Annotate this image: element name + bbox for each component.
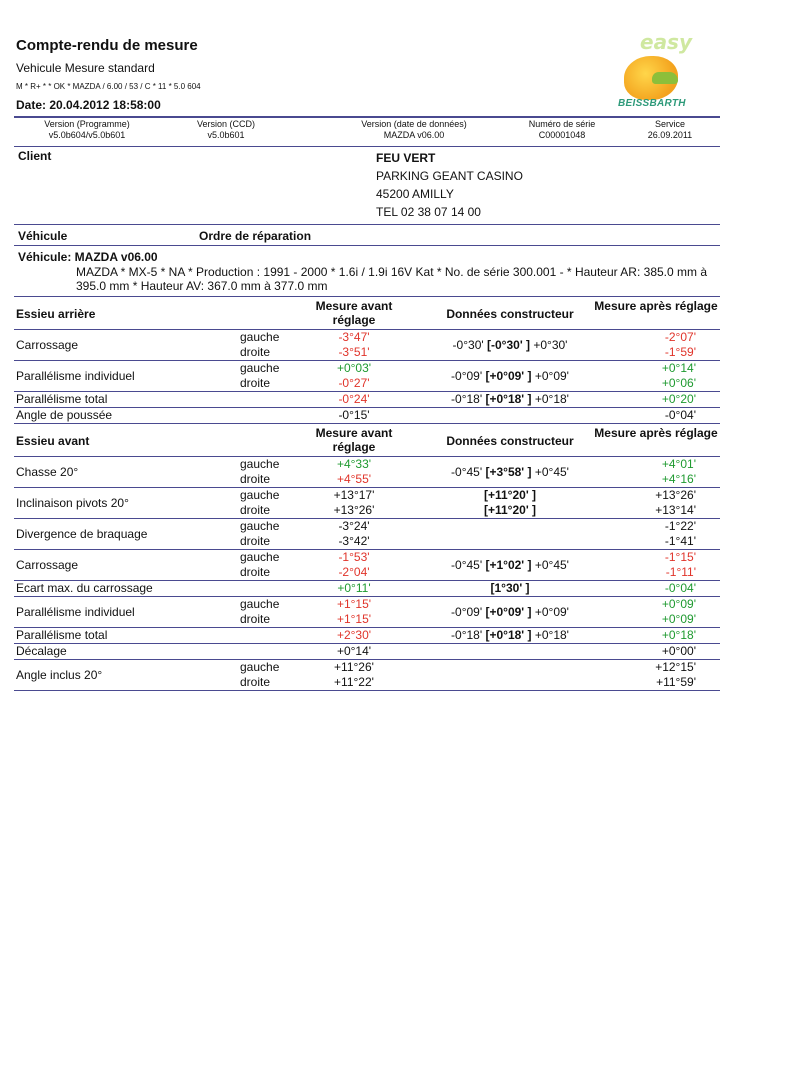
after-value: +4°16'	[661, 472, 696, 486]
tolerance-max: +0°45'	[531, 465, 569, 479]
manufacturer-nominal: [+0°18' ]	[485, 392, 532, 406]
after-values	[594, 581, 718, 596]
tolerance-min: -0°18'	[451, 628, 486, 642]
before-values	[304, 361, 404, 391]
table-row	[14, 660, 720, 691]
column-header-after: Mesure après réglage	[594, 299, 718, 313]
section-header-row	[14, 297, 720, 330]
client-label: Client	[18, 149, 52, 163]
table-row	[14, 488, 720, 519]
measurement-label: Parallélisme total	[16, 628, 108, 642]
measurement-label: Divergence de braquage	[16, 527, 148, 541]
side-labels	[240, 457, 279, 487]
tolerance-max: +0°09'	[531, 605, 569, 619]
after-values	[594, 550, 718, 580]
measurement-label: Parallélisme individuel	[16, 605, 135, 619]
tolerance-max: +0°30'	[530, 338, 568, 352]
report-title: Compte-rendu de mesure	[16, 37, 198, 54]
manufacturer-nominal: [+11°20' ]	[483, 488, 537, 502]
manufacturer-nominal: [+1°02' ]	[485, 558, 532, 572]
table-row	[14, 457, 720, 488]
side-label: droite	[240, 503, 271, 517]
version-row	[14, 119, 720, 145]
side-label: gauche	[240, 550, 280, 564]
side-labels	[240, 597, 279, 627]
side-label: gauche	[240, 361, 280, 375]
before-value: +4°55'	[336, 472, 372, 486]
divider	[14, 116, 720, 118]
before-values	[304, 644, 404, 659]
version-label: Service	[654, 119, 685, 129]
before-values	[304, 330, 404, 360]
version-value: 26.09.2011	[647, 130, 693, 140]
version-label: Numéro de série	[528, 119, 596, 129]
table-row	[14, 330, 720, 361]
measurement-label: Angle de poussée	[16, 408, 113, 422]
side-label: droite	[240, 376, 271, 390]
side-labels	[240, 519, 279, 549]
after-values	[594, 519, 718, 549]
after-value: +11°59'	[656, 675, 696, 689]
before-value: +13°17'	[333, 488, 375, 502]
side-label: droite	[240, 345, 271, 359]
table-row	[14, 519, 720, 550]
measurement-label: Parallélisme total	[16, 392, 108, 406]
section-title: Essieu arrière	[16, 307, 96, 321]
manufacturer-nominal: [+3°58' ]	[485, 465, 532, 479]
after-value: -1°59'	[664, 345, 696, 359]
client-phone: TEL 02 38 07 14 00	[376, 205, 481, 219]
column-header-manufacturer: Données constructeur	[446, 434, 574, 448]
tolerance-min: -0°45'	[451, 465, 486, 479]
side-label: gauche	[240, 488, 280, 502]
manufacturer-data	[416, 369, 604, 384]
version-cell	[510, 119, 614, 141]
manufacturer-data	[416, 465, 604, 480]
side-labels	[240, 488, 279, 518]
section-title: Essieu avant	[16, 434, 90, 448]
before-value: +2°30'	[336, 628, 372, 642]
client-info	[376, 149, 523, 221]
manufacturer-data	[416, 392, 604, 407]
side-label: gauche	[240, 330, 280, 344]
table-row	[14, 644, 720, 660]
tolerance-min: -0°30'	[452, 338, 487, 352]
version-label: Version (date de données)	[361, 119, 467, 129]
after-value: +0°14'	[661, 361, 696, 375]
table-row	[14, 408, 720, 424]
side-label: droite	[240, 675, 271, 689]
side-label: gauche	[240, 457, 280, 471]
repair-order-label: Ordre de réparation	[199, 229, 312, 243]
version-cell	[14, 119, 160, 141]
measurement-table	[14, 296, 720, 691]
logo-car-icon	[652, 72, 678, 84]
tolerance-max: +0°18'	[531, 628, 569, 642]
before-value: -0°24'	[338, 392, 370, 406]
divider	[14, 224, 720, 225]
side-labels	[240, 361, 279, 391]
manufacturer-data	[416, 628, 604, 643]
side-labels	[240, 550, 279, 580]
table-row	[14, 581, 720, 597]
before-value: -2°04'	[338, 565, 370, 579]
beissbarth-logo	[612, 30, 712, 114]
after-value: +13°26'	[655, 488, 696, 502]
after-values	[594, 392, 718, 407]
before-value: +4°33'	[336, 457, 372, 471]
vehicle-description: MAZDA * MX-5 * NA * Production : 1991 - 2000 * 1.6i / 1.9i 16V Kat * No. de série 300.001 - * Hauteur AR: 385.0 mm à 395.0 mm * Hauteur AV: 367.0 mm à 377.0 mm	[76, 265, 708, 293]
divider	[14, 245, 720, 246]
before-value: -1°53'	[338, 550, 370, 564]
tolerance-min: -0°18'	[451, 392, 486, 406]
after-value: +4°01'	[661, 457, 696, 471]
before-values	[304, 408, 404, 423]
before-values	[304, 488, 404, 518]
manufacturer-nominal: [+11°20' ]	[483, 503, 537, 517]
version-cell	[334, 119, 494, 141]
before-value: +1°15'	[336, 597, 372, 611]
before-value: -0°15'	[338, 408, 370, 422]
after-value: +13°14'	[655, 503, 696, 517]
manufacturer-data	[416, 338, 604, 353]
side-labels	[240, 660, 279, 690]
before-value: +13°26'	[333, 503, 375, 517]
after-value: -2°07'	[664, 330, 696, 344]
before-values	[304, 581, 404, 596]
before-values	[304, 519, 404, 549]
side-label: droite	[240, 472, 271, 486]
before-values	[304, 660, 404, 690]
version-label: Version (Programme)	[44, 119, 130, 129]
before-values	[304, 550, 404, 580]
after-value: +12°15'	[655, 660, 696, 674]
report-subtitle: Vehicule Mesure standard	[16, 61, 155, 75]
client-address-1: PARKING GEANT CASINO	[376, 169, 523, 183]
after-value: +0°09'	[661, 597, 696, 611]
after-value: -1°11'	[665, 565, 696, 579]
report-date: Date: 20.04.2012 18:58:00	[16, 98, 161, 112]
version-value: v5.0b601	[207, 130, 245, 140]
after-value: -1°22'	[664, 519, 696, 533]
manufacturer-data	[416, 605, 604, 620]
tolerance-max: +0°18'	[531, 392, 569, 406]
version-value: v5.0b604/v5.0b601	[48, 130, 126, 140]
after-values	[594, 660, 718, 690]
after-values	[594, 628, 718, 643]
after-value: -0°04'	[664, 581, 696, 595]
measurement-code: M * R+ * * OK * MAZDA / 6.00 / 53 / C * 11 * 5.0 604	[16, 82, 201, 91]
section-header-row	[14, 424, 720, 457]
measurement-label: Inclinaison pivots 20°	[16, 496, 129, 510]
client-address-2: 45200 AMILLY	[376, 187, 454, 201]
manufacturer-nominal: [+0°09' ]	[485, 369, 532, 383]
side-label: droite	[240, 565, 271, 579]
measurement-label: Carrossage	[16, 338, 79, 352]
version-cell	[622, 119, 718, 141]
manufacturer-data	[416, 581, 604, 596]
before-value: +0°11'	[337, 581, 371, 595]
divider	[14, 146, 720, 147]
after-value: +0°20'	[661, 392, 696, 406]
manufacturer-nominal: [-0°30' ]	[487, 338, 530, 352]
measurement-label: Parallélisme individuel	[16, 369, 135, 383]
version-value: MAZDA v06.00	[383, 130, 445, 140]
after-value: +0°00'	[661, 644, 696, 658]
after-value: +0°09'	[661, 612, 696, 626]
tolerance-min: -0°09'	[451, 605, 486, 619]
vehicle-label: Véhicule	[18, 229, 68, 243]
table-row	[14, 392, 720, 408]
vehicle-title: Véhicule: MAZDA v06.00	[18, 250, 158, 264]
manufacturer-data	[416, 558, 604, 573]
version-label: Version (CCD)	[196, 119, 255, 129]
manufacturer-nominal: [+0°09' ]	[485, 605, 532, 619]
table-row	[14, 628, 720, 644]
table-row	[14, 550, 720, 581]
manufacturer-nominal: [+0°18' ]	[485, 628, 532, 642]
before-value: -3°42'	[338, 534, 370, 548]
before-values	[304, 457, 404, 487]
logo-brand-text: BEISSBARTH	[618, 98, 686, 109]
side-label: gauche	[240, 597, 280, 611]
after-values	[594, 597, 718, 627]
column-header-before: Mesure avant réglage	[315, 299, 393, 327]
column-header-manufacturer: Données constructeur	[446, 307, 574, 321]
version-value: C00001048	[538, 130, 586, 140]
before-values	[304, 628, 404, 643]
after-values	[594, 457, 718, 487]
after-values	[594, 488, 718, 518]
measurement-label: Ecart max. du carrossage	[16, 581, 153, 595]
side-label: droite	[240, 612, 271, 626]
tolerance-min: -0°45'	[451, 558, 486, 572]
side-labels	[240, 330, 279, 360]
tolerance-max: +0°09'	[531, 369, 569, 383]
table-row	[14, 597, 720, 628]
manufacturer-data	[416, 488, 604, 518]
client-name: FEU VERT	[376, 151, 436, 165]
before-value: -3°51'	[338, 345, 370, 359]
logo-easy-text: easy	[640, 30, 693, 54]
column-header-after: Mesure après réglage	[594, 426, 718, 440]
after-value: +0°06'	[661, 376, 696, 390]
before-value: -0°27'	[338, 376, 370, 390]
after-values	[594, 408, 718, 423]
measurement-label: Carrossage	[16, 558, 79, 572]
side-label: gauche	[240, 519, 280, 533]
before-value: +11°22'	[334, 675, 374, 689]
side-label: gauche	[240, 660, 280, 674]
tolerance-min: -0°09'	[451, 369, 486, 383]
after-value: -1°41'	[664, 534, 696, 548]
after-value: -0°04'	[664, 408, 696, 422]
measurement-label: Décalage	[16, 644, 67, 658]
before-values	[304, 597, 404, 627]
after-values	[594, 361, 718, 391]
tolerance-max: +0°45'	[531, 558, 569, 572]
before-value: +0°14'	[336, 644, 372, 658]
before-value: -3°24'	[338, 519, 370, 533]
after-value: -1°15'	[664, 550, 696, 564]
after-value: +0°18'	[661, 628, 696, 642]
before-value: -3°47'	[338, 330, 370, 344]
after-values	[594, 644, 718, 659]
manufacturer-nominal: [1°30' ]	[490, 581, 530, 595]
measurement-label: Chasse 20°	[16, 465, 79, 479]
before-values	[304, 392, 404, 407]
measurement-label: Angle inclus 20°	[16, 668, 103, 682]
before-value: +11°26'	[334, 660, 374, 674]
table-row	[14, 361, 720, 392]
version-cell	[178, 119, 274, 141]
before-value: +1°15'	[336, 612, 372, 626]
column-header-before: Mesure avant réglage	[315, 426, 393, 454]
before-value: +0°03'	[336, 361, 372, 375]
side-label: droite	[240, 534, 271, 548]
after-values	[594, 330, 718, 360]
